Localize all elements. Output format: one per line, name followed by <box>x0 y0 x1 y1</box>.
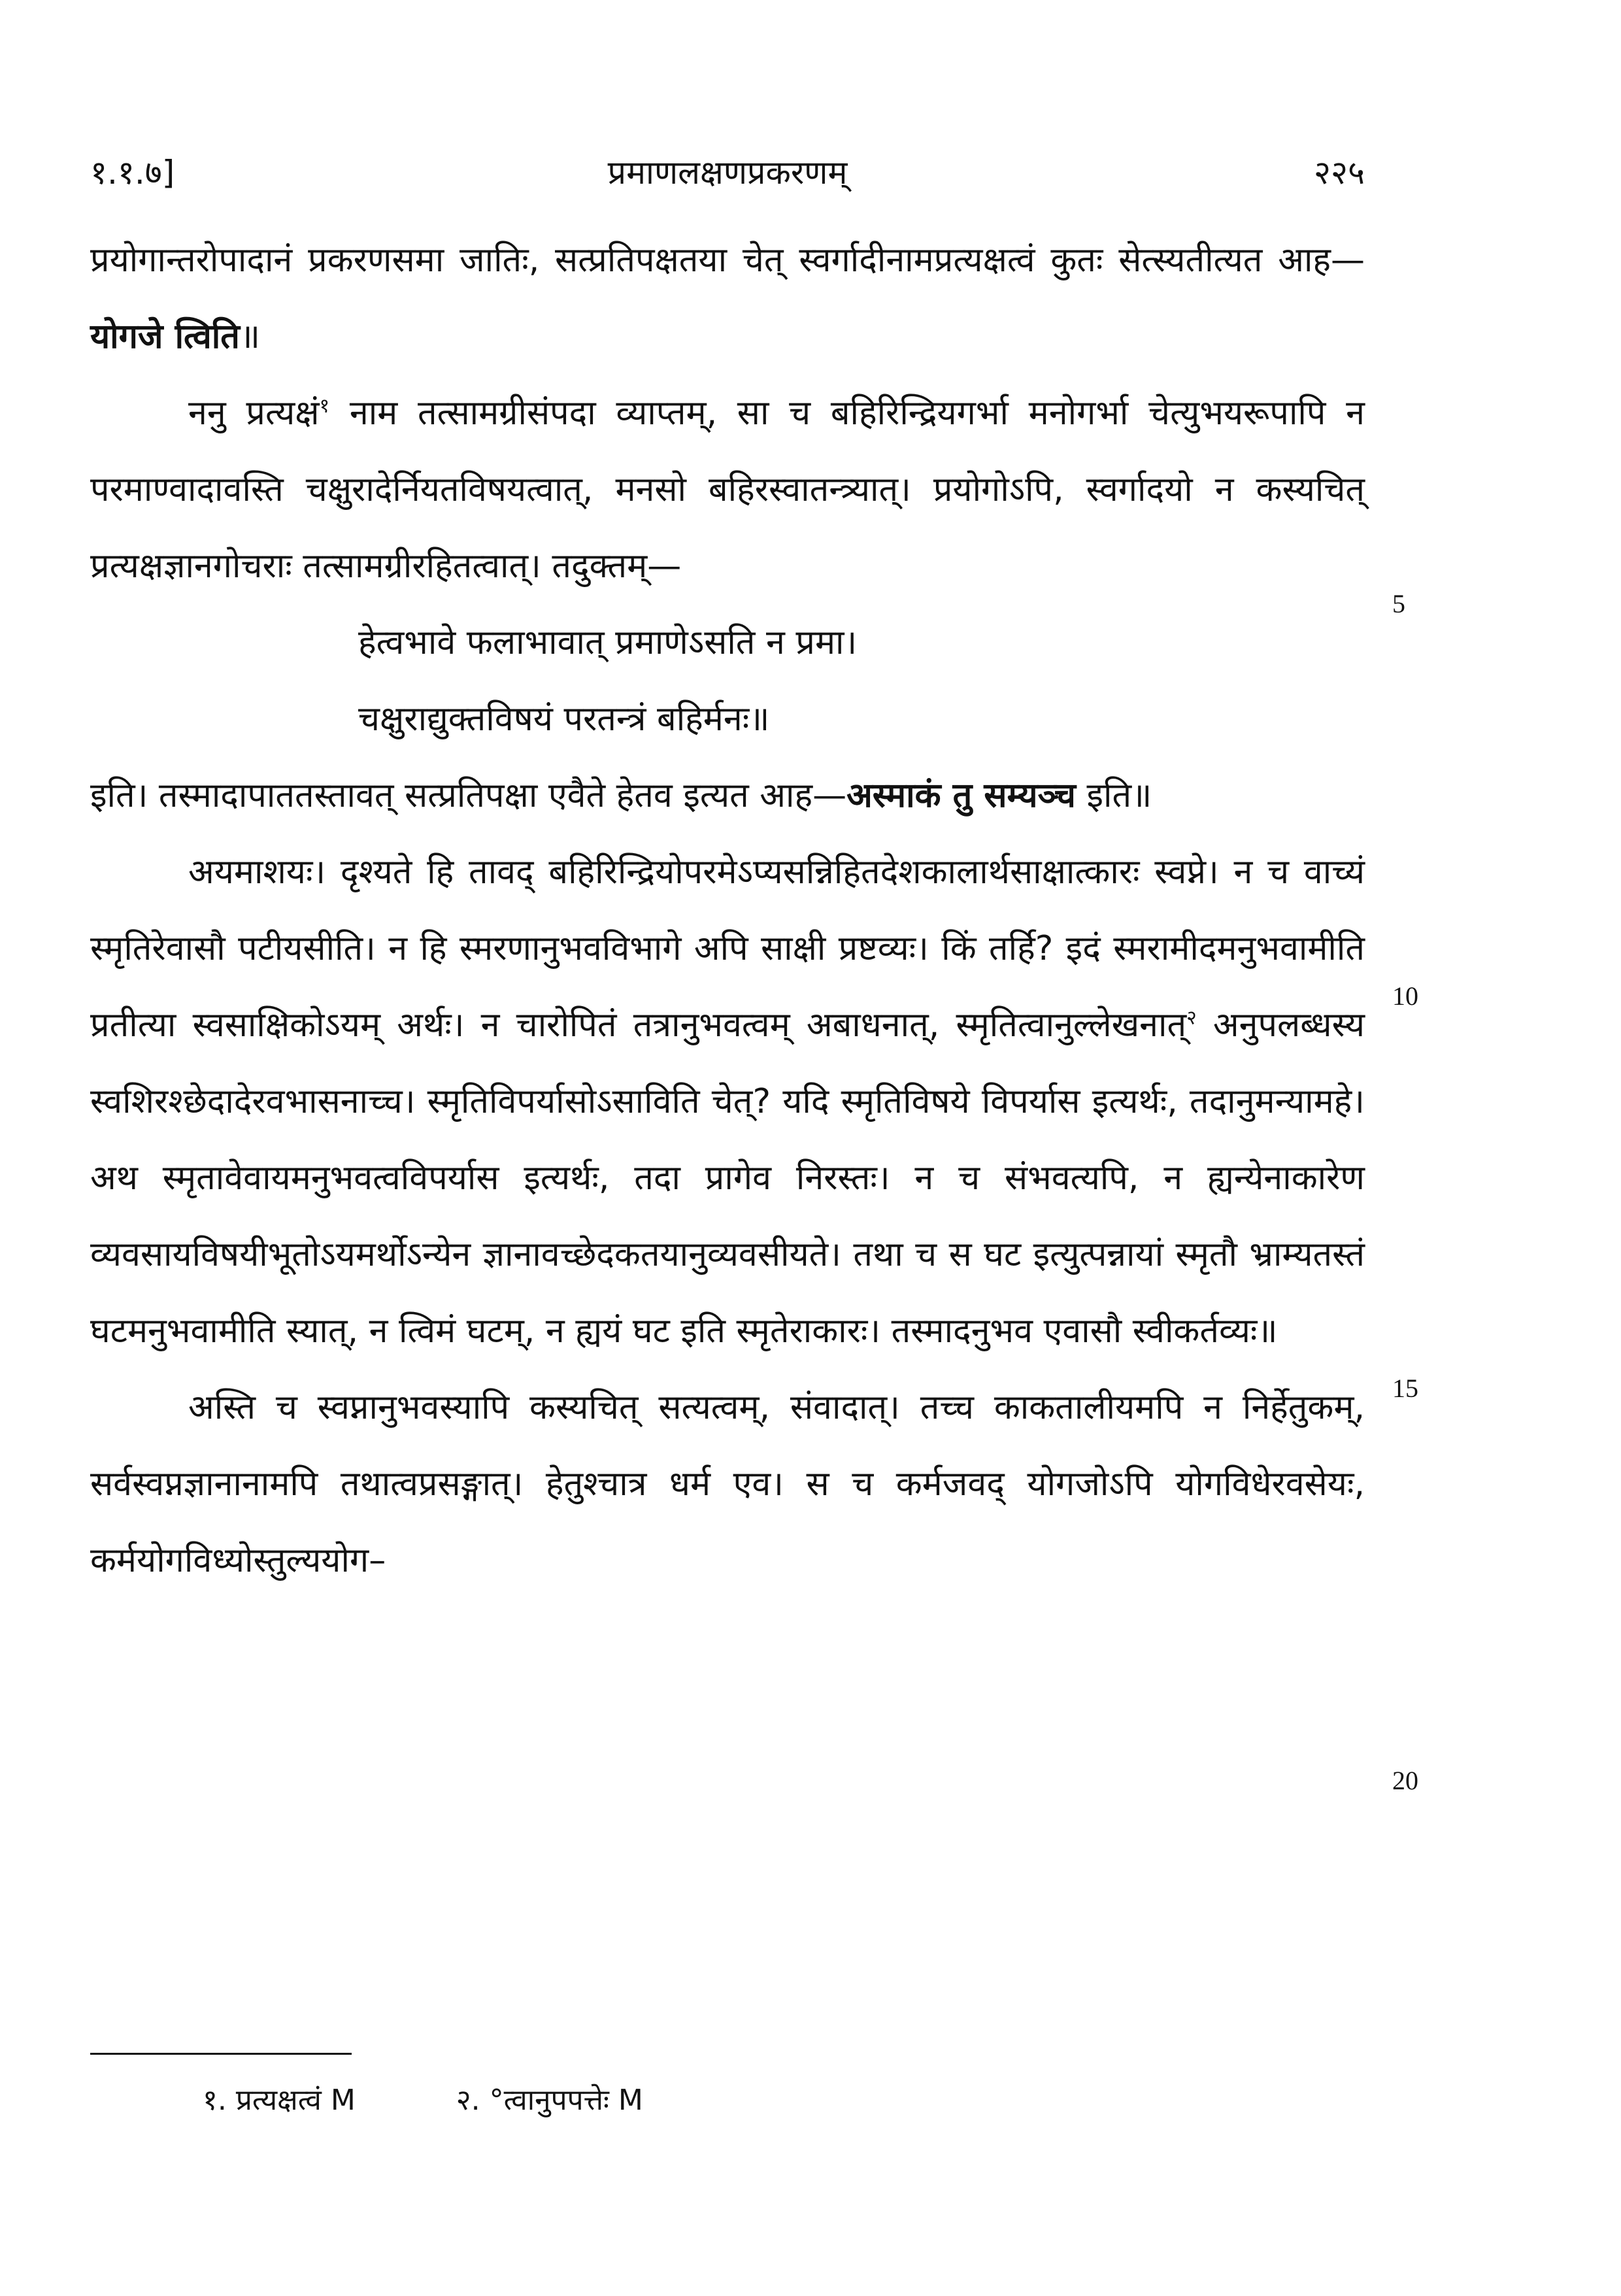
line-number: 20 <box>1392 1766 1418 1795</box>
footnote-divider <box>90 2053 352 2055</box>
verse-line-2: चक्षुराद्युक्तविषयं परतन्त्रं बहिर्मनः॥ <box>358 700 770 739</box>
footnote-ref: २ <box>1186 1006 1197 1030</box>
verse-line-1: हेत्वभावे फलाभावात् प्रमाणेऽसति न प्रमा। <box>358 623 858 662</box>
section-number: १.१.७] <box>90 154 175 192</box>
footnote-2: २. °त्वानुपपत्तेः M <box>456 2084 643 2117</box>
footnote-ref: १ <box>319 394 330 418</box>
paragraph-4: अयमाशयः। दृश्यते हि तावद् बहिरिन्द्रियोपरमेऽप्यसन्निहितदेशकालार्थसाक्षात्कारः स्वप्ने। न च वाच्यं स्मृतिरेवासौ पटीयसीति। न हि स्मरणानुभवविभागे अपि साक्षी प्रष्टव्यः। किं तर्हि? इदं स्मरामीदमनुभवामीति प्रतीत्या स्वसाक्षिकोऽयम् अर्थः। न चारोपितं तत्रानुभवत्वम् अबाधनात्, स्मृतित्वानुल्लेखनात्$^२$ अनुपलब्धस्य स्वशिरश्छेदादेरवभासनाच्च। स्मृतिविपर्यासोऽसाविति चेत्? यदि स्मृतिविषये विपर्यास इत्यर्थः, तदानुमन्यामहे। अथ स्मृतावेवायमनुभवत्वविपर्यास इत्यर्थः, तदा प्रागेव निरस्तः। न च संभवत्यपि, न ह्यन्येनाकारेण व्यवसायविषयीभूतोऽयमर्थोऽन्येन ज्ञानावच्छेदकतयानुव्यवसीयते। तथा च स घट इत्युत्पन्नायां स्मृतौ भ्राम्यतस्तं घटमनुभवामीति स्यात्, न त्विमं घटम्, न ह्ययं घट इति स्मृतेराकारः। तस्मादनुभव एवासौ स्वीकर्तव्यः॥ <box>90 853 1365 1351</box>
paragraph-2: ननु प्रत्यक्षं$^१$ नाम तत्सामग्रीसंपदा व्याप्तम्, सा च बहिरिन्द्रियगर्भा मनोगर्भा चेत्युभयरूपापि न परमाण्वादावस्ति चक्षुरादेर्नियतविषयत्वात्, मनसो बहिरस्वातन्त्र्यात्। प्रयोगोऽपि, स्वर्गादयो न कस्यचित् प्रत्यक्षज्ञानगोचराः तत्सामग्रीरहितत्वात्। तदुक्तम्— <box>90 394 1365 586</box>
line-number: 10 <box>1392 981 1418 1011</box>
line-number: 15 <box>1392 1374 1418 1403</box>
paragraph-5: अस्ति च स्वप्नानुभवस्यापि कस्यचित् सत्यत्वम्, संवादात्। तच्च काकतालीयमपि न निर्हेतुकम्, सर्वस्वप्नज्ञानानामपि तथात्वप्रसङ्गात्। हेतुश्चात्र धर्म एव। स च कर्मजवद् योगजोऽपि योगविधेरवसेयः, कर्मयोगविध्योस्तुल्ययोग– <box>90 1388 1365 1580</box>
footnote-1: १. प्रत्यक्षत्वं M <box>203 2084 356 2117</box>
chapter-title: प्रमाणलक्षणप्रकरणम् <box>607 154 848 192</box>
line-number: 5 <box>1392 589 1405 618</box>
lemma-bold: अस्माकं तु सम्यञ्च <box>846 776 1076 815</box>
paragraph-1: प्रयोगान्तरोपादानं प्रकरणसमा जातिः, सत्प्रतिपक्षतया चेत् स्वर्गादीनामप्रत्यक्षत्वं कुतः सेत्स्यतीत्यत आह—योगजे त्विति॥ <box>90 241 1365 356</box>
main-text <box>90 222 1365 1599</box>
footnotes <box>203 2079 735 2118</box>
running-header <box>90 149 1365 201</box>
page-number: २२५ <box>1314 154 1365 192</box>
lemma-bold: योगजे त्विति <box>90 317 240 356</box>
paragraph-3: इति। तस्मादापाततस्तावत् सत्प्रतिपक्षा एवैते हेतव इत्यत आह—अस्माकं तु सम्यञ्च इति॥ <box>90 776 1152 815</box>
